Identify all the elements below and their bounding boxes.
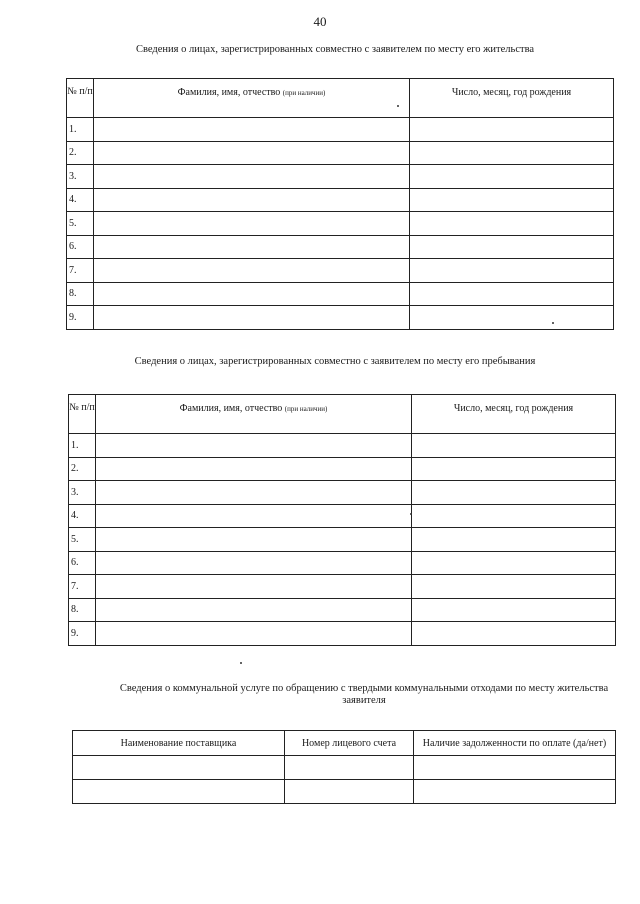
row-number: 2.	[67, 141, 94, 165]
name-cell[interactable]	[94, 259, 410, 283]
birth-cell[interactable]	[412, 528, 616, 552]
table-row	[67, 188, 614, 212]
name-header	[94, 79, 410, 118]
row-number: 3.	[67, 165, 94, 189]
name-cell[interactable]	[96, 457, 412, 481]
name-cell[interactable]	[94, 188, 410, 212]
row-number: 4.	[69, 504, 96, 528]
name-cell[interactable]	[96, 504, 412, 528]
table-header	[73, 731, 616, 756]
table-header	[67, 79, 614, 118]
name-cell[interactable]	[96, 598, 412, 622]
section3-caption: Сведения о коммунальной услуге по обращению с твердыми коммунальными отходами по месту жительства заявителя	[119, 683, 609, 706]
table-row	[73, 756, 616, 780]
birth-cell[interactable]	[410, 282, 614, 306]
name-header-text: Фамилия, имя, отчество	[177, 87, 281, 98]
table-row	[69, 528, 616, 552]
row-number: 5.	[69, 528, 96, 552]
row-number: 7.	[67, 259, 94, 283]
row-number: 2.	[69, 457, 96, 481]
name-header-text: Фамилия, имя, отчество	[179, 403, 283, 414]
row-number: 6.	[67, 235, 94, 259]
table-row	[67, 259, 614, 283]
birth-cell[interactable]	[412, 551, 616, 575]
birth-cell[interactable]	[410, 306, 614, 330]
birth-cell[interactable]	[412, 434, 616, 458]
name-cell[interactable]	[94, 118, 410, 142]
name-cell[interactable]	[94, 165, 410, 189]
table-row	[67, 118, 614, 142]
table-row	[73, 780, 616, 804]
table-row	[69, 457, 616, 481]
row-number: 1.	[67, 118, 94, 142]
row-number: 5.	[67, 212, 94, 236]
birth-cell[interactable]	[410, 118, 614, 142]
birth-cell[interactable]	[410, 212, 614, 236]
birth-cell[interactable]	[412, 622, 616, 646]
name-cell[interactable]	[96, 481, 412, 505]
row-number: 7.	[69, 575, 96, 599]
row-number: 9.	[69, 622, 96, 646]
birth-cell[interactable]	[410, 235, 614, 259]
account-cell[interactable]	[285, 756, 414, 780]
name-cell[interactable]	[96, 575, 412, 599]
name-header-note: (при наличии)	[284, 405, 328, 413]
table-row	[69, 481, 616, 505]
scan-speck	[552, 322, 554, 324]
supplier-cell[interactable]	[73, 756, 285, 780]
name-cell[interactable]	[94, 282, 410, 306]
name-cell[interactable]	[94, 212, 410, 236]
scan-speck	[397, 105, 399, 107]
birth-cell[interactable]	[410, 188, 614, 212]
supplier-cell[interactable]	[73, 780, 285, 804]
section2-caption: Сведения о лицах, зарегистрированных совместно с заявителем по месту его пребывания	[134, 356, 536, 367]
supplier-header: Наименование поставщика	[73, 731, 285, 756]
account-cell[interactable]	[285, 780, 414, 804]
debt-header: Наличие задолженности по оплате (да/нет)	[414, 731, 616, 756]
table-row	[69, 598, 616, 622]
table-row	[69, 575, 616, 599]
row-number: 1.	[69, 434, 96, 458]
row-number: 3.	[69, 481, 96, 505]
table-row	[69, 622, 616, 646]
residence-table	[66, 78, 614, 330]
num-header: № п/п	[69, 395, 96, 434]
name-cell[interactable]	[94, 235, 410, 259]
section1-caption: Сведения о лицах, зарегистрированных совместно с заявителем по месту его жительства	[135, 44, 535, 55]
stay-table	[68, 394, 616, 646]
num-header: № п/п	[67, 79, 94, 118]
birth-cell[interactable]	[410, 141, 614, 165]
waste-service-table	[72, 730, 616, 804]
row-number: 6.	[69, 551, 96, 575]
row-number: 8.	[69, 598, 96, 622]
page-number: 40	[313, 14, 327, 29]
scan-speck	[240, 662, 242, 664]
scan-speck	[410, 513, 412, 515]
name-cell[interactable]	[96, 528, 412, 552]
name-header	[96, 395, 412, 434]
name-cell[interactable]	[94, 141, 410, 165]
name-cell[interactable]	[96, 434, 412, 458]
row-number: 8.	[67, 282, 94, 306]
row-number: 9.	[67, 306, 94, 330]
table-header	[69, 395, 616, 434]
table-row	[69, 551, 616, 575]
account-header: Номер лицевого счета	[285, 731, 414, 756]
birth-cell[interactable]	[412, 575, 616, 599]
row-number: 4.	[67, 188, 94, 212]
table-row	[69, 504, 616, 528]
table-row	[67, 306, 614, 330]
birth-header: Число, месяц, год рождения	[412, 395, 616, 434]
debt-cell[interactable]	[414, 780, 616, 804]
birth-cell[interactable]	[412, 504, 616, 528]
table-row	[67, 141, 614, 165]
debt-cell[interactable]	[414, 756, 616, 780]
table-row	[67, 212, 614, 236]
table-row	[67, 165, 614, 189]
birth-header: Число, месяц, год рождения	[410, 79, 614, 118]
name-cell[interactable]	[94, 306, 410, 330]
name-cell[interactable]	[96, 622, 412, 646]
table-row	[69, 434, 616, 458]
birth-cell[interactable]	[412, 481, 616, 505]
table-row	[67, 235, 614, 259]
name-cell[interactable]	[96, 551, 412, 575]
birth-cell[interactable]	[412, 598, 616, 622]
table-row	[67, 282, 614, 306]
birth-cell[interactable]	[410, 165, 614, 189]
birth-cell[interactable]	[412, 457, 616, 481]
name-header-note: (при наличии)	[282, 89, 326, 97]
birth-cell[interactable]	[410, 259, 614, 283]
